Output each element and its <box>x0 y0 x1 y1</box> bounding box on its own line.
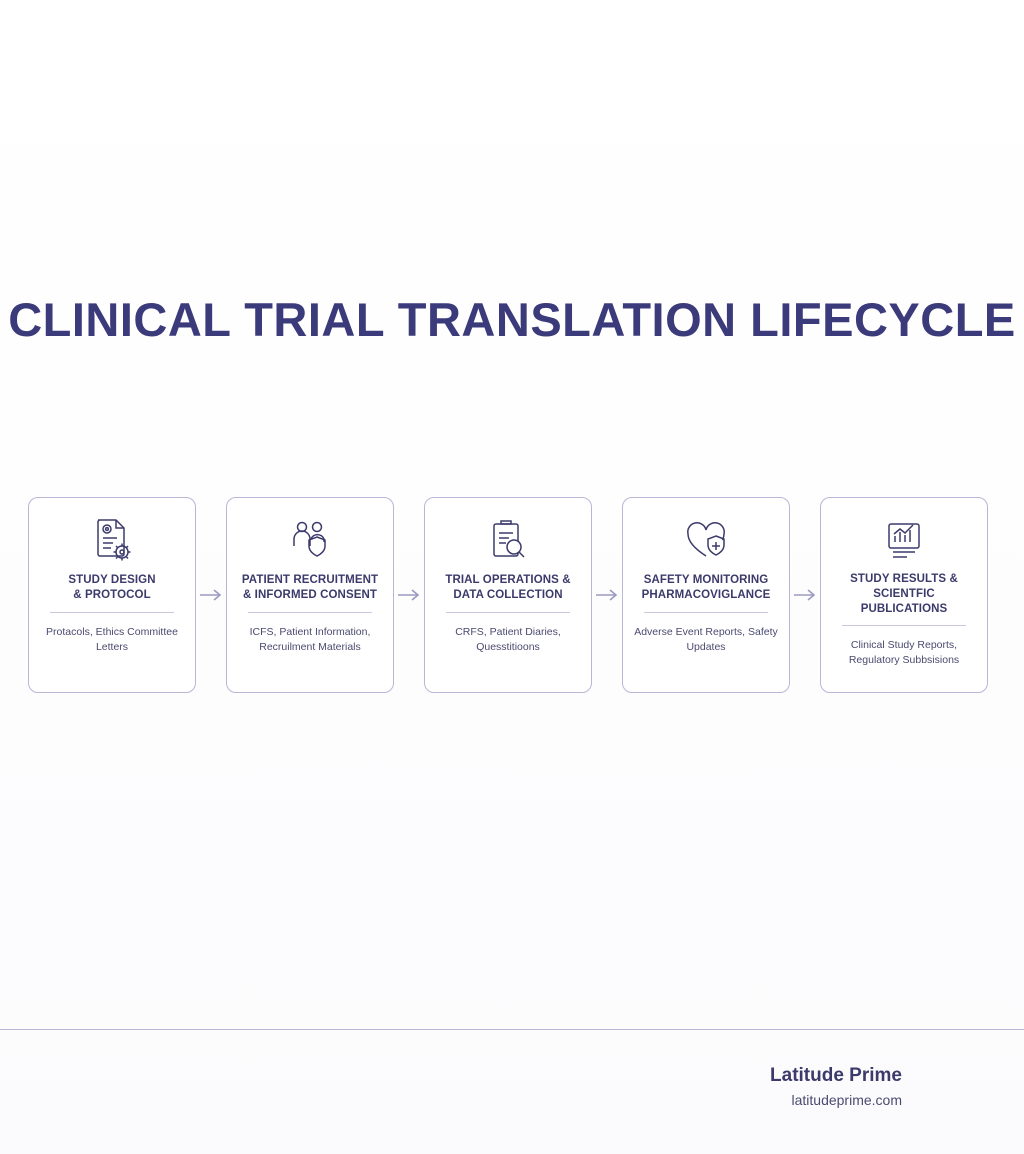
step-heading-line2: PHARMACOVIGLANCE <box>641 589 771 601</box>
step-heading-line2: & PROTOCOL <box>73 589 151 601</box>
step-heading <box>62 572 161 604</box>
step-description: Protacols, Ethics Committee Letters <box>46 626 178 653</box>
step-card-safety-monitoring[interactable] <box>622 497 790 693</box>
arrow-right-icon <box>196 497 226 693</box>
step-card-study-results[interactable] <box>820 497 988 693</box>
card-divider <box>50 612 174 613</box>
step-description: ICFS, Patient Information, Recruilment Materials <box>249 626 371 653</box>
step-heading <box>844 572 964 617</box>
footer-divider <box>0 1029 1024 1030</box>
card-divider <box>446 612 570 613</box>
step-heading <box>236 572 384 604</box>
heart-shield-plus-icon <box>680 512 732 568</box>
step-heading-line1: SAFETY MONITORING <box>643 574 769 586</box>
document-gear-icon <box>86 512 138 568</box>
brand-name: Latitude Prime <box>770 1065 902 1086</box>
step-card-patient-recruitment[interactable] <box>226 497 394 693</box>
step-heading-line1: TRIAL OPERATIONS & <box>445 574 571 586</box>
two-people-icon <box>284 512 336 568</box>
step-heading-line3: PUBLICATIONS <box>860 603 948 615</box>
chart-document-icon <box>878 512 930 568</box>
clipboard-magnifier-icon <box>482 512 534 568</box>
step-heading-line2: & INFORMED CONSENT <box>242 589 378 601</box>
arrow-right-icon <box>592 497 622 693</box>
card-divider <box>842 625 966 626</box>
step-card-trial-operations[interactable] <box>424 497 592 693</box>
step-description: Adverse Event Reports, Safety Updates <box>634 626 778 653</box>
page-title <box>0 288 1024 351</box>
card-divider <box>248 612 372 613</box>
arrow-right-icon <box>790 497 820 693</box>
step-heading-line2: DATA COLLECTION <box>453 589 563 601</box>
step-heading <box>636 572 777 604</box>
step-heading <box>439 572 576 604</box>
step-description: Clinical Study Reports, Regulatory Subbsisions <box>848 639 960 666</box>
brand-url[interactable]: latitudeprime.com <box>791 1092 902 1108</box>
step-heading-line1: STUDY DESIGN <box>68 574 156 586</box>
step-heading-line1: PATIENT RECRUITMENT <box>241 574 379 586</box>
step-description: CRFS, Patient Diaries, Quesstitioons <box>455 626 561 653</box>
page-title-line1: CLINICAL TRIAL TRANSLATION LIFECYCLE <box>8 293 1016 346</box>
footer-brand <box>602 1063 902 1111</box>
step-heading-line1: STUDY RESULTS & <box>850 573 958 585</box>
step-card-study-design[interactable] <box>28 497 196 693</box>
card-divider <box>644 612 768 613</box>
arrow-right-icon <box>394 497 424 693</box>
step-heading-line2: SCIENTFIC <box>873 588 935 600</box>
lifecycle-flow <box>28 497 996 697</box>
